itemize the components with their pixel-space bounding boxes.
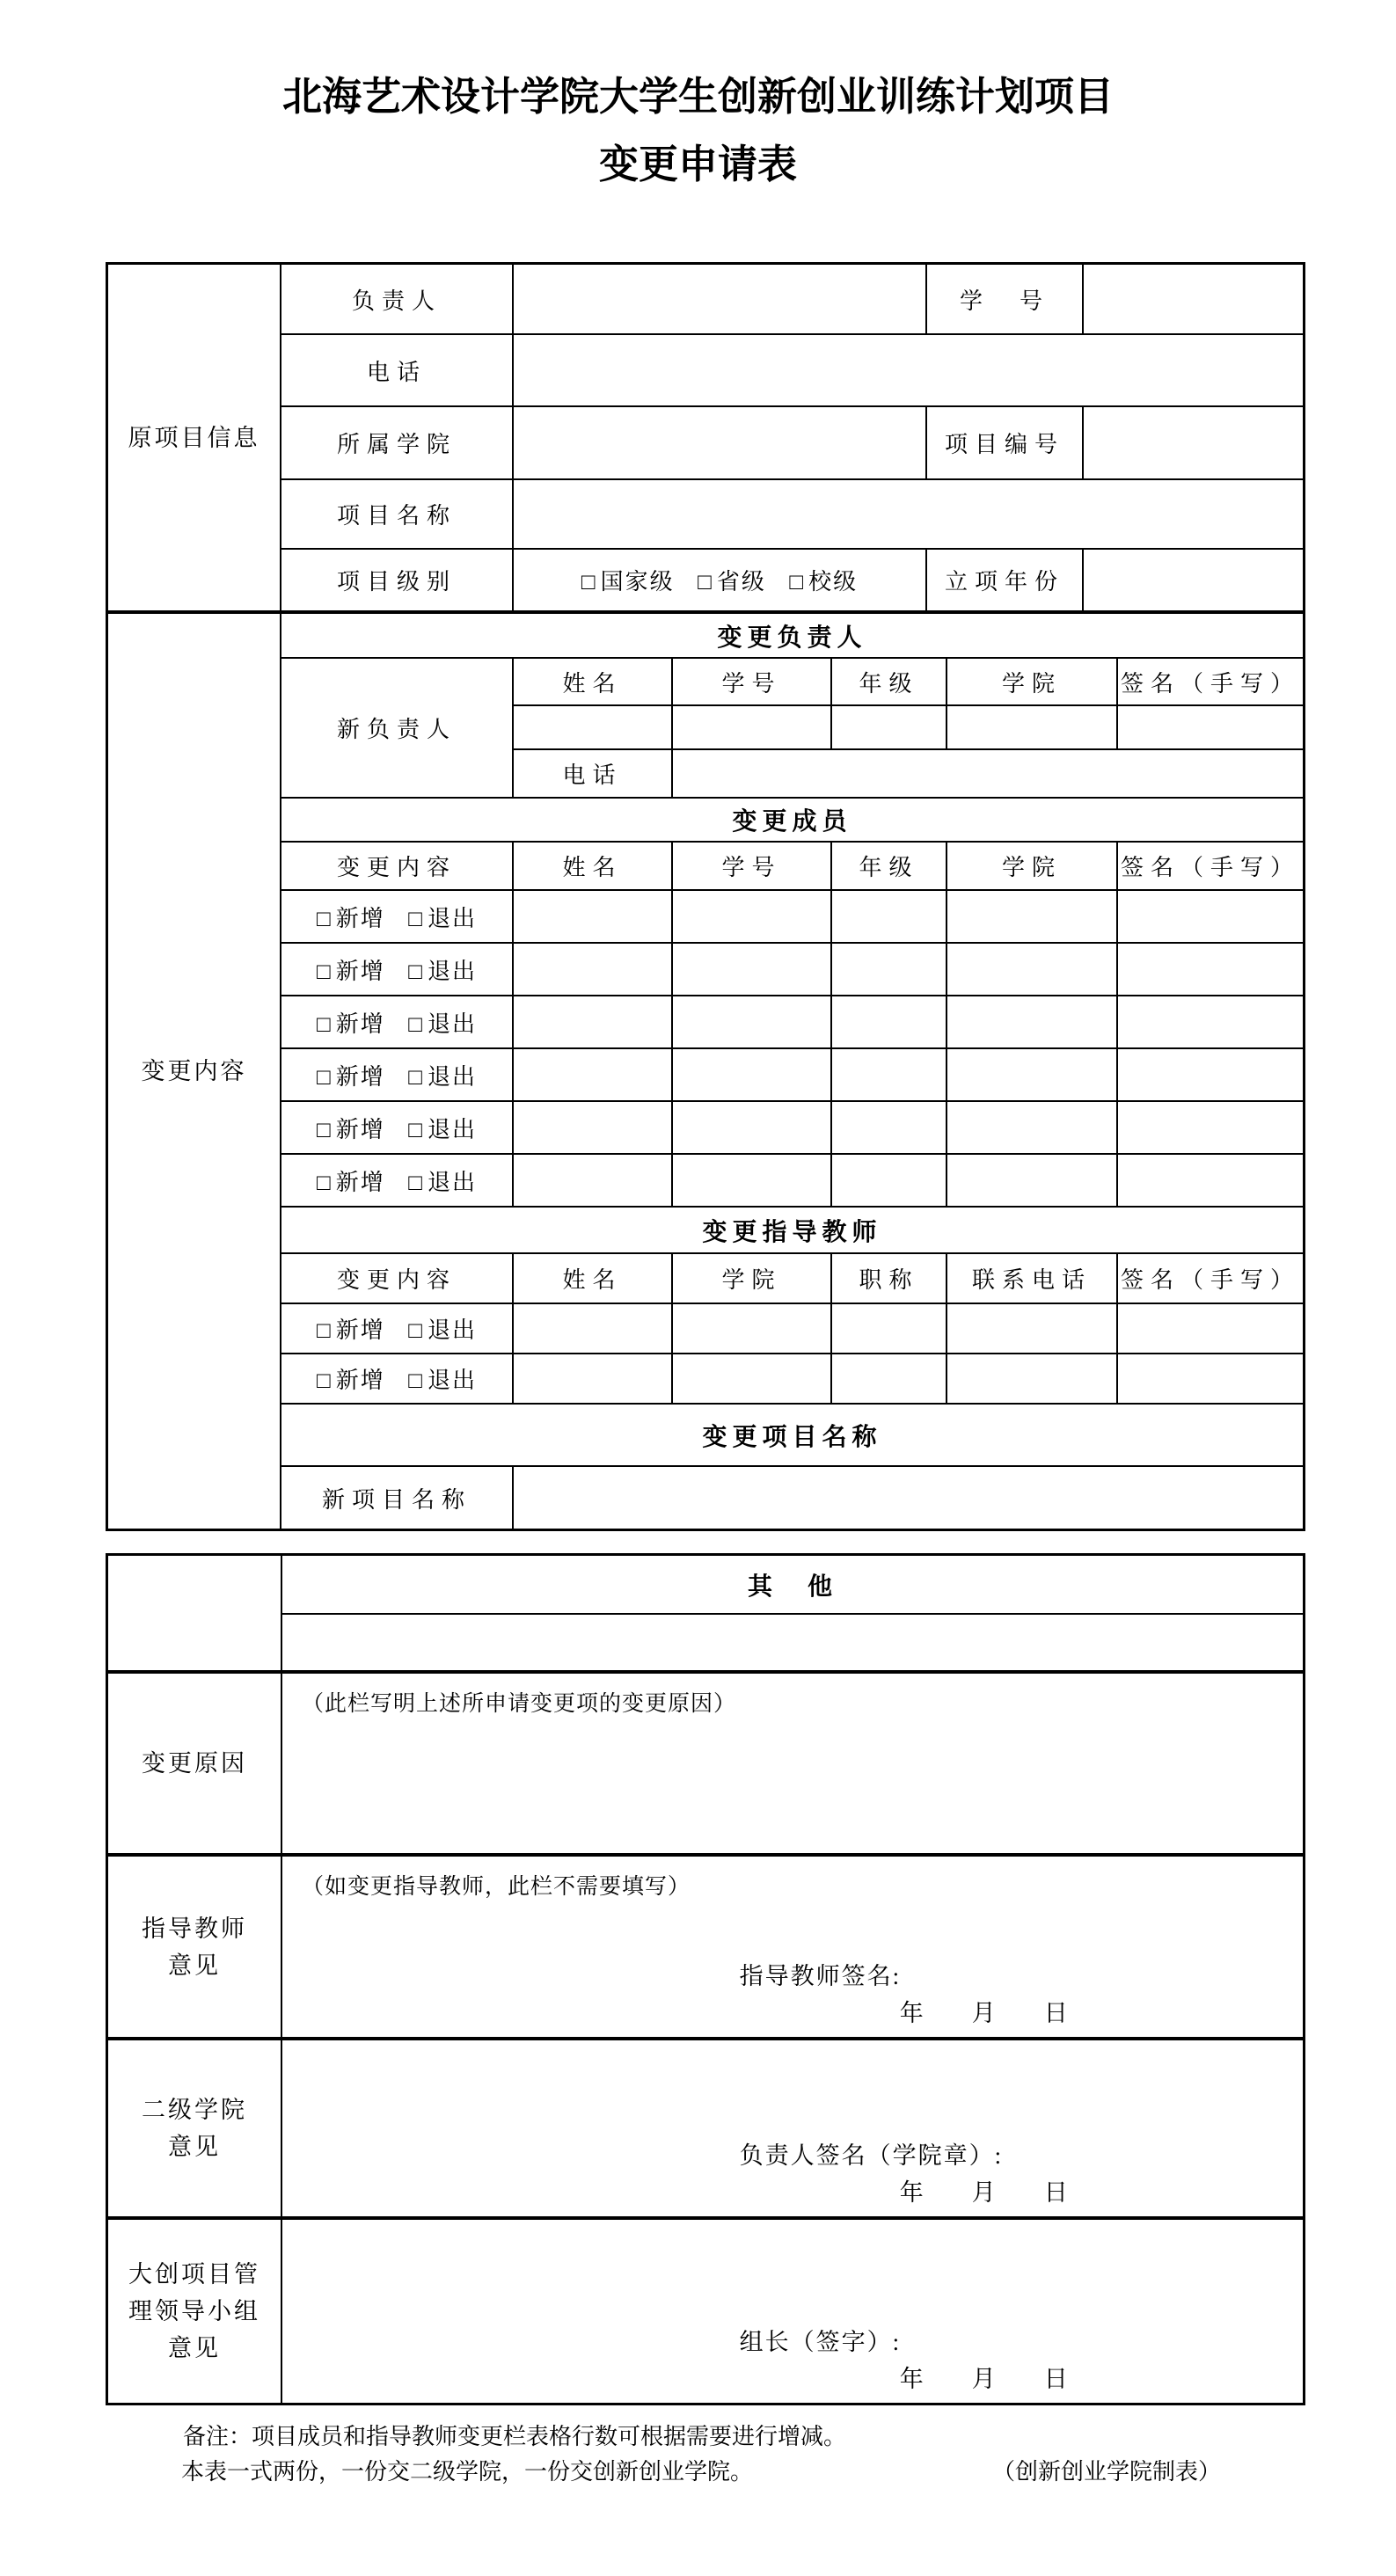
member-change-options [281, 943, 513, 996]
blank-cell [672, 943, 831, 996]
blank-cell [831, 996, 947, 1048]
table-row [281, 334, 1303, 406]
blank-cell [672, 1048, 831, 1101]
blank-cell [947, 1101, 1117, 1154]
blank-cell [513, 1303, 672, 1354]
table-row [281, 1253, 1303, 1303]
blank-cell [1117, 890, 1303, 943]
checkbox-icon: □ [317, 905, 333, 931]
member-quit-checkbox[interactable]: □ 退出 [408, 905, 477, 931]
checkbox-icon: □ [581, 569, 597, 595]
table-row [281, 406, 1303, 479]
advisor-add-checkbox[interactable]: □ 新增 [317, 1317, 385, 1343]
checkbox-icon: □ [408, 1063, 424, 1090]
blank-cell [513, 705, 672, 749]
table-row [281, 1207, 1303, 1253]
blank-cell [831, 705, 947, 749]
blank-cell [947, 1048, 1117, 1101]
group-leader-signature-label: 组长（签字）: [739, 2329, 902, 2355]
member-quit-checkbox[interactable]: □ 退出 [408, 1116, 477, 1142]
member-add-checkbox[interactable]: □ 新增 [317, 905, 385, 931]
college-label: 所属学院 [281, 406, 513, 479]
member-change-options [281, 890, 513, 943]
member-change-options [281, 1154, 513, 1207]
advisor-signature-label: 指导教师签名: [739, 1963, 902, 1989]
project-level-options [513, 549, 926, 610]
column-header-name: 姓名 [513, 842, 672, 890]
column-header-grade: 年级 [831, 658, 947, 705]
school-level-checkbox[interactable] [789, 569, 858, 595]
member-change-options [281, 1048, 513, 1101]
original-project-section-label: 原项目信息 [108, 265, 281, 610]
change-advisor-header: 变更指导教师 [281, 1207, 1303, 1253]
checkbox-icon: □ [317, 1116, 333, 1142]
table-row [281, 1466, 1303, 1529]
checkbox-icon: □ [408, 1011, 424, 1037]
advisor-add-checkbox[interactable]: □ 新增 [317, 1368, 385, 1393]
checkbox-icon: □ [408, 1116, 424, 1142]
checkbox-icon: □ [317, 1011, 333, 1037]
blank-cell [672, 890, 831, 943]
blank-cell [947, 890, 1117, 943]
member-quit-checkbox[interactable]: □ 退出 [408, 958, 477, 984]
blank-cell [1117, 943, 1303, 996]
page-title-line1: 北海艺术设计学院大学生创新创业训练计划项目 [281, 75, 1114, 119]
other-header: 其 他 [281, 1556, 1303, 1614]
member-change-row [281, 1048, 1303, 1101]
checkbox-icon: □ [408, 1169, 424, 1195]
advisor-quit-checkbox[interactable]: □ 退出 [408, 1368, 477, 1393]
checkbox-icon: □ [408, 905, 424, 931]
student-no-label: 学 号 [926, 265, 1083, 334]
province-level-checkbox[interactable] [698, 569, 766, 595]
advisor-change-options [281, 1303, 513, 1354]
other-side-cell [108, 1556, 281, 1672]
blank-cell [831, 890, 947, 943]
advisor-opinion-note: （如变更指导教师，此栏不需要填写） [302, 1875, 691, 1899]
advisor-change-row [281, 1303, 1303, 1354]
column-header-change-type: 变更内容 [281, 842, 513, 890]
blank-cell [947, 943, 1117, 996]
blank-cell [513, 479, 1303, 549]
column-header-college: 学院 [947, 842, 1117, 890]
change-leader-header: 变更负责人 [281, 614, 1303, 658]
blank-cell [1117, 1101, 1303, 1154]
column-header-student-no: 学号 [672, 842, 831, 890]
blank-cell [1117, 1303, 1303, 1354]
member-add-checkbox[interactable]: □ 新增 [317, 958, 385, 984]
column-header-title: 职称 [831, 1253, 947, 1303]
advisor-opinion-label: 指导教师 意见 [108, 1855, 281, 2039]
blank-cell [947, 1354, 1117, 1404]
blank-cell [831, 943, 947, 996]
blank-cell [1117, 1354, 1303, 1404]
column-header-name: 姓名 [513, 658, 672, 705]
table-row [281, 798, 1303, 842]
footer-note-2: 本表一式两份，一份交二级学院，一份交创新创业学院。 [181, 2459, 754, 2485]
member-change-row [281, 943, 1303, 996]
leading-group-opinion-row [108, 2218, 1303, 2403]
blank-cell [1083, 549, 1303, 610]
checkbox-icon: □ [408, 1317, 424, 1343]
member-change-options [281, 1101, 513, 1154]
checkbox-icon: □ [317, 958, 333, 984]
blank-cell [513, 1048, 672, 1101]
blank-cell [672, 705, 831, 749]
page-title [0, 63, 1396, 199]
blank-cell [1083, 265, 1303, 334]
blank-cell [513, 1466, 1303, 1529]
group-date-label: 年 月 日 [899, 2366, 1080, 2392]
member-add-checkbox[interactable]: □ 新增 [317, 1169, 385, 1195]
checkbox-icon: □ [408, 1368, 424, 1393]
change-content-grid [281, 614, 1303, 1529]
change-reason-label: 变更原因 [108, 1672, 281, 1855]
member-change-row [281, 890, 1303, 943]
blank-cell [831, 1354, 947, 1404]
blank-cell [831, 1303, 947, 1354]
column-header-phone: 联系电话 [947, 1253, 1117, 1303]
province-level-label: 省级 [716, 569, 766, 595]
blank-cell [672, 1154, 831, 1207]
change-content-section [108, 610, 1303, 1529]
national-level-label: 国家级 [600, 569, 675, 595]
member-change-row [281, 1154, 1303, 1207]
column-header-signature: 签名（手写） [1117, 658, 1303, 705]
college-opinion-cell [281, 2039, 1303, 2218]
blank-cell [947, 996, 1117, 1048]
table-row [281, 842, 1303, 890]
column-header-name: 姓名 [513, 1253, 672, 1303]
change-reason-row [108, 1672, 1303, 1855]
project-name-label: 项目名称 [281, 479, 513, 549]
change-member-header: 变更成员 [281, 798, 1303, 842]
year-label: 立项年份 [926, 549, 1083, 610]
column-header-grade: 年级 [831, 842, 947, 890]
change-project-name-header: 变更项目名称 [281, 1404, 1303, 1466]
opinions-table [106, 1553, 1305, 2405]
leading-group-opinion-cell [281, 2218, 1303, 2403]
original-project-section [108, 265, 1303, 610]
advisor-change-row [281, 1354, 1303, 1404]
table-row [281, 658, 1303, 705]
blank-cell [1083, 406, 1303, 479]
column-header-college: 学院 [672, 1253, 831, 1303]
table-row [108, 1556, 1303, 1614]
blank-cell [672, 1354, 831, 1404]
blank-cell [513, 334, 1303, 406]
member-change-row [281, 1101, 1303, 1154]
column-header-student-no: 学号 [672, 658, 831, 705]
original-project-grid [281, 265, 1303, 610]
checkbox-icon: □ [698, 569, 713, 595]
national-level-checkbox[interactable] [581, 569, 675, 595]
blank-cell [947, 1303, 1117, 1354]
table-row [281, 1404, 1303, 1466]
column-header-signature: 签名（手写） [1117, 842, 1303, 890]
leader-label: 负责人 [281, 265, 513, 334]
blank-cell [831, 1154, 947, 1207]
blank-cell [513, 1354, 672, 1404]
blank-cell [513, 996, 672, 1048]
blank-cell [513, 890, 672, 943]
blank-cell [672, 1101, 831, 1154]
advisor-date-label: 年 月 日 [899, 2000, 1080, 2026]
column-header-signature: 签名（手写） [1117, 1253, 1303, 1303]
blank-cell [672, 996, 831, 1048]
member-add-checkbox[interactable]: □ 新增 [317, 1116, 385, 1142]
change-reason-cell [281, 1672, 1303, 1855]
project-no-label: 项目编号 [926, 406, 1083, 479]
blank-cell [1117, 1154, 1303, 1207]
blank-cell [672, 1303, 831, 1354]
college-date-label: 年 月 日 [899, 2179, 1080, 2206]
blank-cell [513, 406, 926, 479]
checkbox-icon: □ [317, 1063, 333, 1090]
checkbox-icon: □ [408, 958, 424, 984]
member-change-row [281, 996, 1303, 1048]
checkbox-icon: □ [789, 569, 806, 595]
blank-cell [947, 705, 1117, 749]
new-leader-label: 新负责人 [281, 658, 513, 798]
college-opinion-label: 二级学院 意见 [108, 2039, 281, 2218]
school-level-label: 校级 [808, 569, 859, 595]
blank-cell [513, 1154, 672, 1207]
advisor-change-options [281, 1354, 513, 1404]
new-project-name-label: 新项目名称 [281, 1466, 513, 1529]
table-row [281, 614, 1303, 658]
member-quit-checkbox[interactable]: □ 退出 [408, 1011, 477, 1037]
column-header-change-type: 变更内容 [281, 1253, 513, 1303]
member-change-options [281, 996, 513, 1048]
college-signature-label: 负责人签名（学院章）: [739, 2142, 1004, 2169]
project-level-label: 项目级别 [281, 549, 513, 610]
blank-cell [1117, 996, 1303, 1048]
blank-cell [1117, 1048, 1303, 1101]
advisor-quit-checkbox[interactable]: □ 退出 [408, 1317, 477, 1343]
member-add-checkbox[interactable]: □ 新增 [317, 1063, 385, 1090]
table-row [281, 479, 1303, 549]
checkbox-icon: □ [317, 1368, 333, 1393]
blank-cell [831, 1101, 947, 1154]
advisor-opinion-row [108, 1855, 1303, 2039]
table-row [281, 549, 1303, 610]
blank-cell [672, 749, 1303, 798]
footer-maker-note: （创新创业学院制表） [992, 2459, 1222, 2485]
college-opinion-row [108, 2039, 1303, 2218]
blank-cell [831, 1048, 947, 1101]
main-form-table [106, 262, 1305, 1531]
advisor-opinion-cell [281, 1855, 1303, 2039]
blank-cell [947, 1154, 1117, 1207]
table-row [281, 265, 1303, 334]
new-leader-phone-label: 电话 [513, 749, 672, 798]
change-content-section-label: 变更内容 [108, 614, 281, 1529]
blank-cell [513, 265, 926, 334]
leading-group-opinion-label: 大创项目管 理领导小组 意见 [108, 2218, 281, 2403]
table-row [108, 1614, 1303, 1672]
column-header-college: 学院 [947, 658, 1117, 705]
blank-cell [1117, 705, 1303, 749]
phone-label: 电话 [281, 334, 513, 406]
change-reason-note: （此栏写明上述所申请变更项的变更原因） [302, 1692, 737, 1716]
blank-cell [513, 943, 672, 996]
member-add-checkbox[interactable]: □ 新增 [317, 1011, 385, 1037]
blank-cell [281, 1614, 1303, 1672]
checkbox-icon: □ [317, 1317, 333, 1343]
footer-note-1: 备注：项目成员和指导教师变更栏表格行数可根据需要进行增减。 [183, 2424, 847, 2449]
page-title-line2: 变更申请表 [598, 142, 797, 186]
checkbox-icon: □ [317, 1169, 333, 1195]
member-quit-checkbox[interactable]: □ 退出 [408, 1063, 477, 1090]
blank-cell [513, 1101, 672, 1154]
member-quit-checkbox[interactable]: □ 退出 [408, 1169, 477, 1195]
